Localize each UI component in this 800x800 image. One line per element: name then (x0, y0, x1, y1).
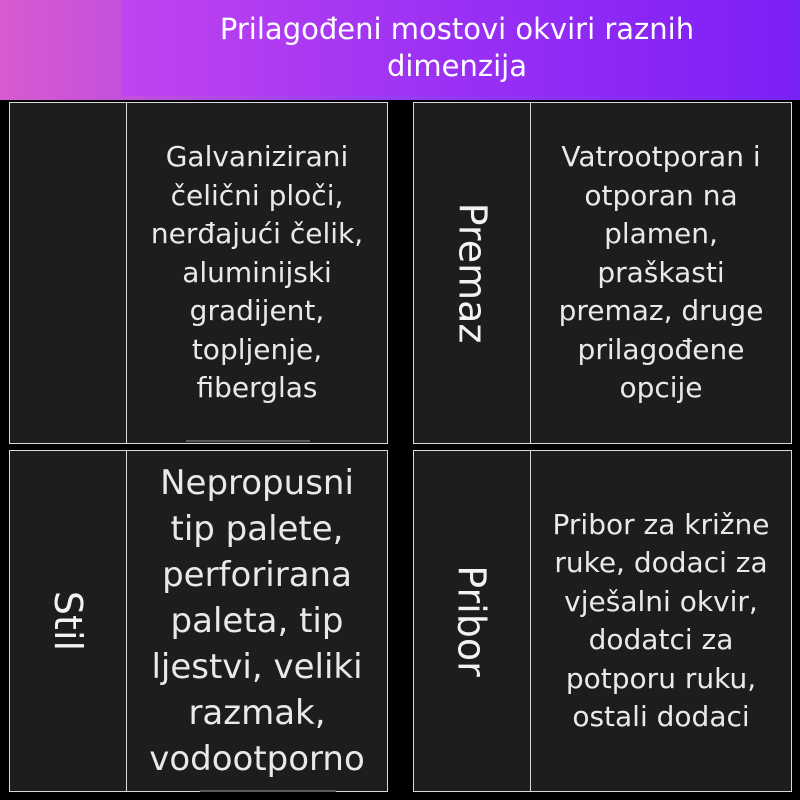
premaz-content: Vatrootporan i otporan na plamen, praškasti premaz, druge prilagođene opcije (558, 140, 764, 405)
pribor-content: Pribor za križne ruke, dodaci za vješalni okvir, dodatci za potporu ruku, ostali dodaci (552, 507, 770, 733)
divider-line (186, 440, 310, 442)
top-left-label-cell (9, 102, 127, 444)
premaz-label-cell (413, 102, 531, 444)
stil-content-cell (126, 450, 388, 792)
stil-label-cell (9, 450, 127, 792)
top-left-content: Galvanizirani čelični ploči, nerđajući čelik, aluminijski gradijent, topljenje, fiberglas (150, 140, 364, 405)
premaz-content-cell (530, 102, 792, 444)
pribor-label: Pribor (449, 565, 494, 677)
page-title: Prilagođeni mostovi okviri raznih dimenzija (219, 12, 695, 83)
divider-line (200, 790, 336, 792)
premaz-label: Premaz (450, 202, 495, 344)
header-banner (0, 0, 800, 100)
header-title-box (122, 0, 792, 96)
stil-label: Stil (45, 590, 90, 652)
top-left-content-cell (126, 102, 388, 444)
pribor-label-cell (413, 450, 531, 792)
stil-content: Nepropusni tip palete, perforirana paleta, tip ljestvi, veliki razmak, vodootporno (149, 463, 365, 779)
pribor-content-cell (530, 450, 792, 792)
